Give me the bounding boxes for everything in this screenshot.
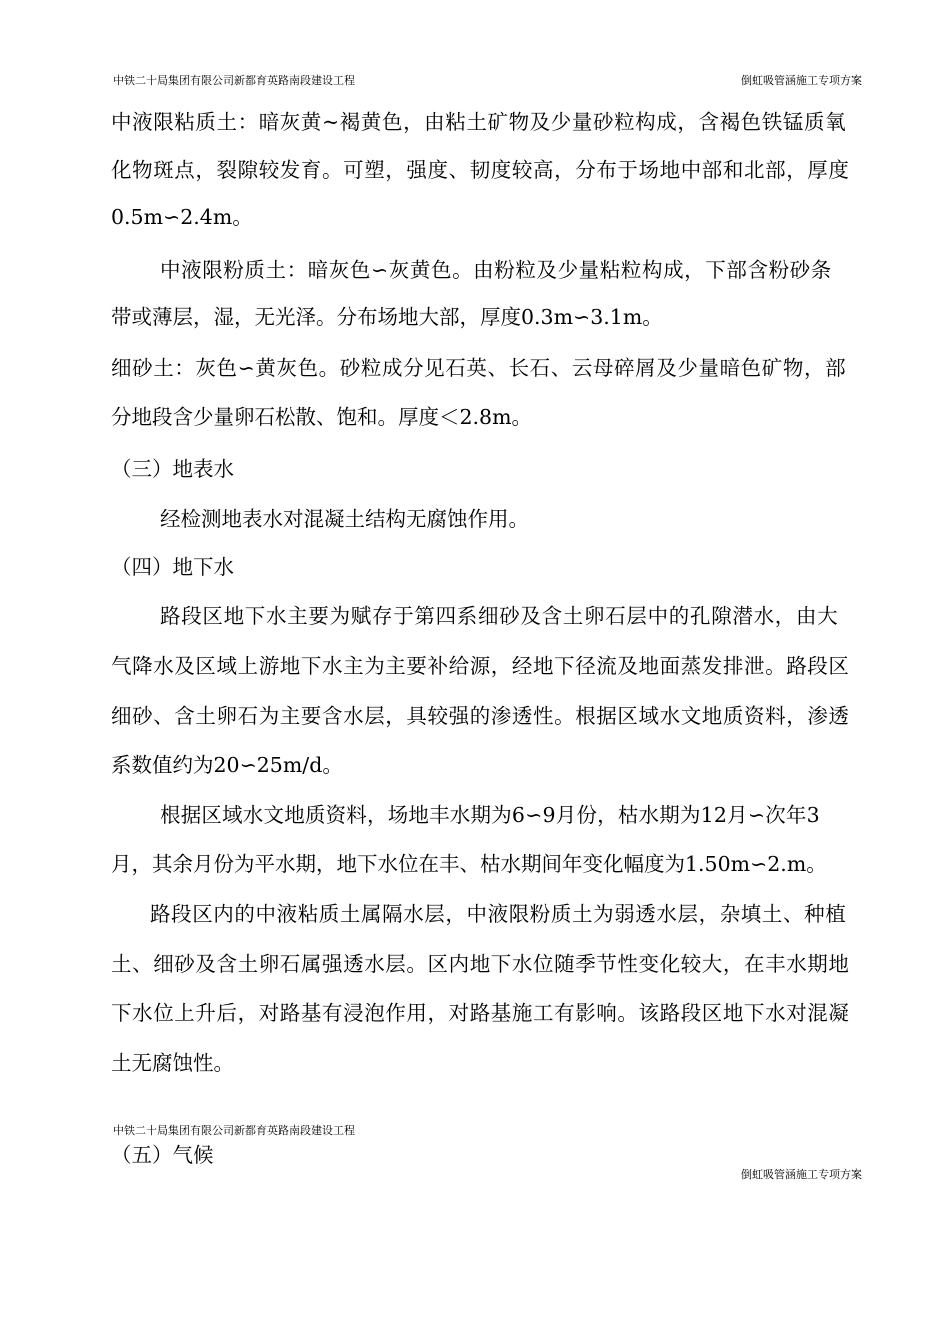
para-line-16: 月，其余月份为平水期，地下水位在丰、枯水期间年变化幅度为1.50m∽2.m。 — [111, 852, 827, 876]
para-line-3: 0.5m∽2.4m。 — [111, 205, 253, 229]
para-line-9: 经检测地表水对混凝土结构无腐蚀作用。 — [160, 507, 529, 531]
para-line-5: 带或薄层，湿，无光泽。分布场地大部，厚度0.3m∽3.1m。 — [111, 305, 663, 329]
para-line-14: 系数值约为20∽25m/d。 — [111, 753, 343, 777]
para-line-15: 根据区域水文地质资料，场地丰水期为6∽9月份，枯水期为12月∽次年3 — [160, 803, 820, 827]
para-line-12: 气降水及区域上游地下水主为主要补给源，经地下径流及地面蒸发排泄。路段区 — [111, 654, 850, 678]
para-line-6: 细砂土：灰色∽黄灰色。砂粒成分见石英、长石、云母碎屑及少量暗色矿物，部 — [111, 356, 847, 380]
para-line-11: 路段区地下水主要为赋存于第四系细砂及含土卵石层中的孔隙潜水，由大 — [160, 604, 839, 628]
para-line-19: 下水位上升后，对路基有浸泡作用，对路基施工有影响。该路段区地下水对混凝 — [111, 1001, 850, 1025]
header-doc-title: 倒虹吸管涵施工专项方案 — [741, 74, 862, 87]
para-line-4: 中液限粉质土：暗灰色∽灰黄色。由粉粒及少量粘粒构成，下部含粉砂条 — [160, 258, 832, 282]
para-line-13: 细砂、含土卵石为主要含水层，具较强的渗透性。根据区域水文地质资料，渗透 — [111, 704, 850, 728]
para-line-17: 路段区内的中液粘质土属隔水层，中液限粉质土为弱透水层，杂填土、种植 — [150, 902, 847, 926]
para-line-1: 中液限粘质土：暗灰黄~褐黄色，由粘土矿物及少量砂粒构成，含褐色铁锰质氧 — [111, 110, 847, 134]
footer-doc-title: 倒虹吸管涵施工专项方案 — [741, 1168, 862, 1181]
section-heading-groundwater: （四）地下水 — [111, 555, 234, 579]
para-line-18: 土、细砂及含土卵石属强透水层。区内地下水位随季节性变化较大，在丰水期地 — [111, 952, 850, 976]
header-company: 中铁二十局集团有限公司新都育英路南段建设工程 — [113, 74, 355, 87]
para-line-2: 化物斑点，裂隙较发育。可塑，强度、韧度较高，分布于场地中部和北部，厚度 — [111, 158, 850, 182]
section-heading-surface-water: （三）地表水 — [111, 457, 234, 481]
para-line-20: 土无腐蚀性。 — [111, 1051, 234, 1075]
footer-company: 中铁二十局集团有限公司新都育英路南段建设工程 — [113, 1124, 355, 1137]
section-heading-climate: （五）气候 — [111, 1143, 214, 1167]
para-line-7: 分地段含少量卵石松散、饱和。厚度＜2.8m。 — [111, 405, 533, 429]
